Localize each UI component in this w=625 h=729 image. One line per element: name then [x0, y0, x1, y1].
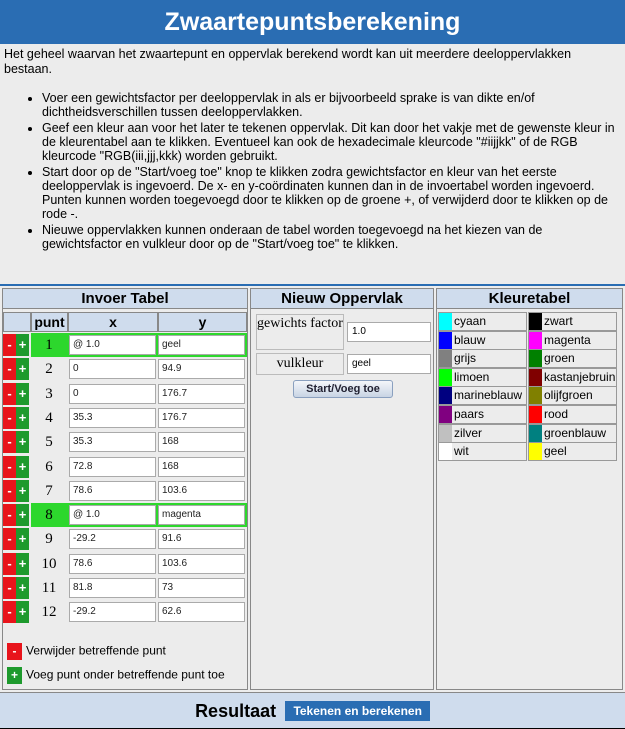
x-input[interactable]: @ 1.0: [69, 505, 156, 525]
legend-remove-text: Verwijder betreffende punt: [26, 643, 166, 658]
table-row: [3, 527, 247, 551]
color-swatch-groenblauw[interactable]: [528, 424, 617, 443]
color-name: paars: [454, 407, 485, 421]
color-swatch-wit[interactable]: [438, 442, 527, 461]
point-number: 7: [31, 480, 67, 502]
y-input[interactable]: 176.7: [158, 408, 245, 428]
color-swatch-cyaan[interactable]: [438, 312, 527, 331]
point-number: 2: [31, 358, 67, 380]
y-input[interactable]: 62.6: [158, 602, 245, 622]
color-sample: [439, 369, 452, 386]
vulkleur-input[interactable]: geel: [347, 354, 431, 374]
color-sample: [529, 350, 542, 367]
table-row: [3, 333, 247, 357]
remove-point-button[interactable]: -: [3, 528, 16, 550]
color-swatch-magenta[interactable]: [528, 331, 617, 350]
color-name: olijfgroen: [544, 388, 593, 403]
add-point-button[interactable]: +: [16, 334, 29, 356]
vulkleur-label: vulkleur: [256, 353, 344, 375]
tekenen-button[interactable]: Tekenen en berekenen: [285, 701, 430, 721]
color-name: groen: [544, 351, 575, 366]
point-number: 5: [31, 431, 67, 453]
x-input[interactable]: 78.6: [69, 554, 156, 574]
color-sample: [529, 332, 542, 349]
color-swatch-zilver[interactable]: [438, 424, 527, 443]
invoer-title: Invoer Tabel: [3, 289, 247, 309]
y-input[interactable]: 103.6: [158, 554, 245, 574]
y-input[interactable]: 94.9: [158, 359, 245, 379]
color-sample: [439, 425, 452, 442]
color-swatch-marineblauw[interactable]: [438, 386, 527, 405]
remove-point-button[interactable]: -: [3, 577, 16, 599]
point-number: 3: [31, 383, 67, 405]
result-label: Resultaat: [195, 701, 277, 721]
color-name: rood: [544, 407, 569, 421]
x-input[interactable]: 81.8: [69, 578, 156, 598]
color-sample: [529, 387, 542, 404]
result-bar: [0, 692, 625, 728]
instruction-item: • Geef een kleur aan voor het later te tekenen oppervlak. Dit kan door het vakje met de gewenste kleur in de kleurentabel aan te klikken. Eventueel kan ook de hexadecimale kleurcode "#iijjkk" of de RGB kleurcode "RGB(iii,jjj,kkk) worden gebruikt.: [42, 121, 615, 163]
color-sample: [439, 313, 452, 330]
table-row: [3, 576, 247, 600]
table-row: [3, 382, 247, 406]
gewicht-label: gewichts factor: [256, 314, 344, 350]
y-input[interactable]: 91.6: [158, 529, 245, 549]
add-point-button[interactable]: +: [16, 383, 29, 405]
y-input[interactable]: 176.7: [158, 384, 245, 404]
gewicht-input[interactable]: 1.0: [347, 322, 431, 342]
start-voeg-toe-button[interactable]: Start/Voeg toe: [293, 380, 393, 398]
color-name: zilver: [454, 425, 483, 440]
point-number: 1: [31, 334, 67, 356]
color-swatch-groen[interactable]: [528, 349, 617, 368]
color-name: grijs: [454, 351, 477, 366]
add-point-button[interactable]: +: [16, 504, 29, 526]
remove-point-button[interactable]: -: [3, 601, 16, 623]
instruction-list: [42, 91, 615, 251]
color-swatch-grijs[interactable]: [438, 349, 527, 368]
x-input[interactable]: @ 1.0: [69, 335, 156, 355]
intro-text: Het geheel waarvan het zwaartepunt en oppervlak berekend wordt kan uit meerdere deeloppervlakken bestaan.: [4, 47, 572, 76]
page-title: Zwaartepuntsberekening: [0, 0, 625, 44]
invoer-header-y: y: [158, 312, 247, 332]
color-sample: [439, 406, 452, 423]
plus-icon: +: [7, 667, 22, 684]
color-swatch-rood[interactable]: [528, 405, 617, 424]
color-name: groenblauw: [544, 425, 607, 440]
color-sample: [529, 313, 542, 330]
point-number: 11: [31, 577, 67, 599]
color-sample: [529, 425, 542, 442]
y-input[interactable]: 103.6: [158, 481, 245, 501]
point-number: 6: [31, 456, 67, 478]
point-number: 10: [31, 553, 67, 575]
color-swatch-paars[interactable]: [438, 405, 527, 424]
add-point-button[interactable]: +: [16, 577, 29, 599]
instruction-item: • Voer een gewichtsfactor per deeloppervlak in als er bijvoorbeeld sprake is van dikte en/of dichtheidsverschillen tussen deeloppervlakken.: [42, 91, 615, 119]
nieuw-panel: [250, 288, 434, 690]
x-input[interactable]: 78.6: [69, 481, 156, 501]
table-row: [3, 430, 247, 454]
color-swatch-kastanjebruin[interactable]: [528, 368, 617, 387]
kleur-title: Kleuretabel: [437, 289, 622, 309]
nieuw-title: Nieuw Oppervlak: [251, 289, 433, 309]
add-point-button[interactable]: +: [16, 407, 29, 429]
point-number: 4: [31, 407, 67, 429]
add-point-button[interactable]: +: [16, 553, 29, 575]
x-input[interactable]: 35.3: [69, 408, 156, 428]
instruction-item: • Start door op de "Start/voeg toe" knop te klikken zodra gewichtsfactor en kleur van het eerste deeloppervlak is ingevoerd. De x- en y-coördinaten kunnen dan in de invoertabel worden ingevoerd. Punten kunnen worden toegevoegd door te klikken op de groene +, of verwijderd door te klikken op de rode -.: [42, 165, 615, 221]
legend-add: [7, 667, 225, 684]
remove-point-button[interactable]: -: [3, 407, 16, 429]
color-sample: [529, 443, 542, 460]
color-swatch-blauw[interactable]: [438, 331, 527, 350]
add-point-button[interactable]: +: [16, 456, 29, 478]
color-name: marineblauw: [454, 388, 523, 403]
color-name: kastanjebruin: [544, 369, 616, 384]
table-row: [3, 479, 247, 503]
color-sample: [439, 443, 452, 460]
invoer-header-actions: [3, 312, 31, 332]
invoer-header-x: x: [68, 312, 158, 332]
y-input[interactable]: 73: [158, 578, 245, 598]
color-name: magenta: [544, 332, 591, 347]
color-swatch-limoen[interactable]: [438, 368, 527, 387]
add-point-button[interactable]: +: [16, 601, 29, 623]
minus-icon: -: [7, 643, 22, 660]
remove-point-button[interactable]: -: [3, 431, 16, 453]
x-input[interactable]: 35.3: [69, 432, 156, 452]
table-row: [3, 406, 247, 430]
color-swatch-zwart[interactable]: [528, 312, 617, 331]
color-swatch-olijfgroen[interactable]: [528, 386, 617, 405]
color-swatch-geel[interactable]: [528, 442, 617, 461]
x-input[interactable]: 72.8: [69, 457, 156, 477]
legend-add-text: Voeg punt onder betreffende punt toe: [26, 667, 225, 682]
x-input[interactable]: 0: [69, 384, 156, 404]
remove-point-button[interactable]: -: [3, 334, 16, 356]
table-row: [3, 357, 247, 381]
invoer-header-punt: punt: [31, 312, 68, 332]
color-sample: [439, 350, 452, 367]
point-number: 8: [31, 504, 67, 526]
y-input[interactable]: geel: [158, 335, 245, 355]
remove-point-button[interactable]: -: [3, 504, 16, 526]
table-row: [3, 503, 247, 527]
color-name: cyaan: [454, 314, 487, 328]
add-point-button[interactable]: +: [16, 528, 29, 550]
table-row: [3, 552, 247, 576]
color-name: limoen: [454, 369, 490, 384]
add-point-button[interactable]: +: [16, 431, 29, 453]
kleur-panel: [436, 288, 623, 690]
intro-section: [0, 44, 625, 286]
point-number: 9: [31, 528, 67, 550]
add-point-button[interactable]: +: [16, 480, 29, 502]
table-row: [3, 455, 247, 479]
x-input[interactable]: -29.2: [69, 602, 156, 622]
remove-point-button[interactable]: -: [3, 553, 16, 575]
y-input[interactable]: 168: [158, 432, 245, 452]
color-name: geel: [544, 444, 567, 459]
legend-remove: [7, 643, 166, 660]
add-point-button[interactable]: +: [16, 358, 29, 380]
table-row: [3, 600, 247, 624]
color-name: blauw: [454, 332, 486, 347]
instruction-item: • Nieuwe oppervlakken kunnen onderaan de tabel worden toegevoegd na het kiezen van de gewichtsfactor en vulkleur door op de "Start/voeg toe" te klikken.: [42, 223, 615, 251]
y-input[interactable]: 168: [158, 457, 245, 477]
invoer-panel: [2, 288, 248, 690]
point-number: 12: [31, 601, 67, 623]
y-input[interactable]: magenta: [158, 505, 245, 525]
x-input[interactable]: -29.2: [69, 529, 156, 549]
remove-point-button[interactable]: -: [3, 383, 16, 405]
remove-point-button[interactable]: -: [3, 358, 16, 380]
color-sample: [439, 332, 452, 349]
x-input[interactable]: 0: [69, 359, 156, 379]
color-name: zwart: [544, 314, 573, 328]
remove-point-button[interactable]: -: [3, 456, 16, 478]
color-sample: [439, 387, 452, 404]
remove-point-button[interactable]: -: [3, 480, 16, 502]
color-name: wit: [454, 444, 469, 459]
color-sample: [529, 369, 542, 386]
color-sample: [529, 406, 542, 423]
